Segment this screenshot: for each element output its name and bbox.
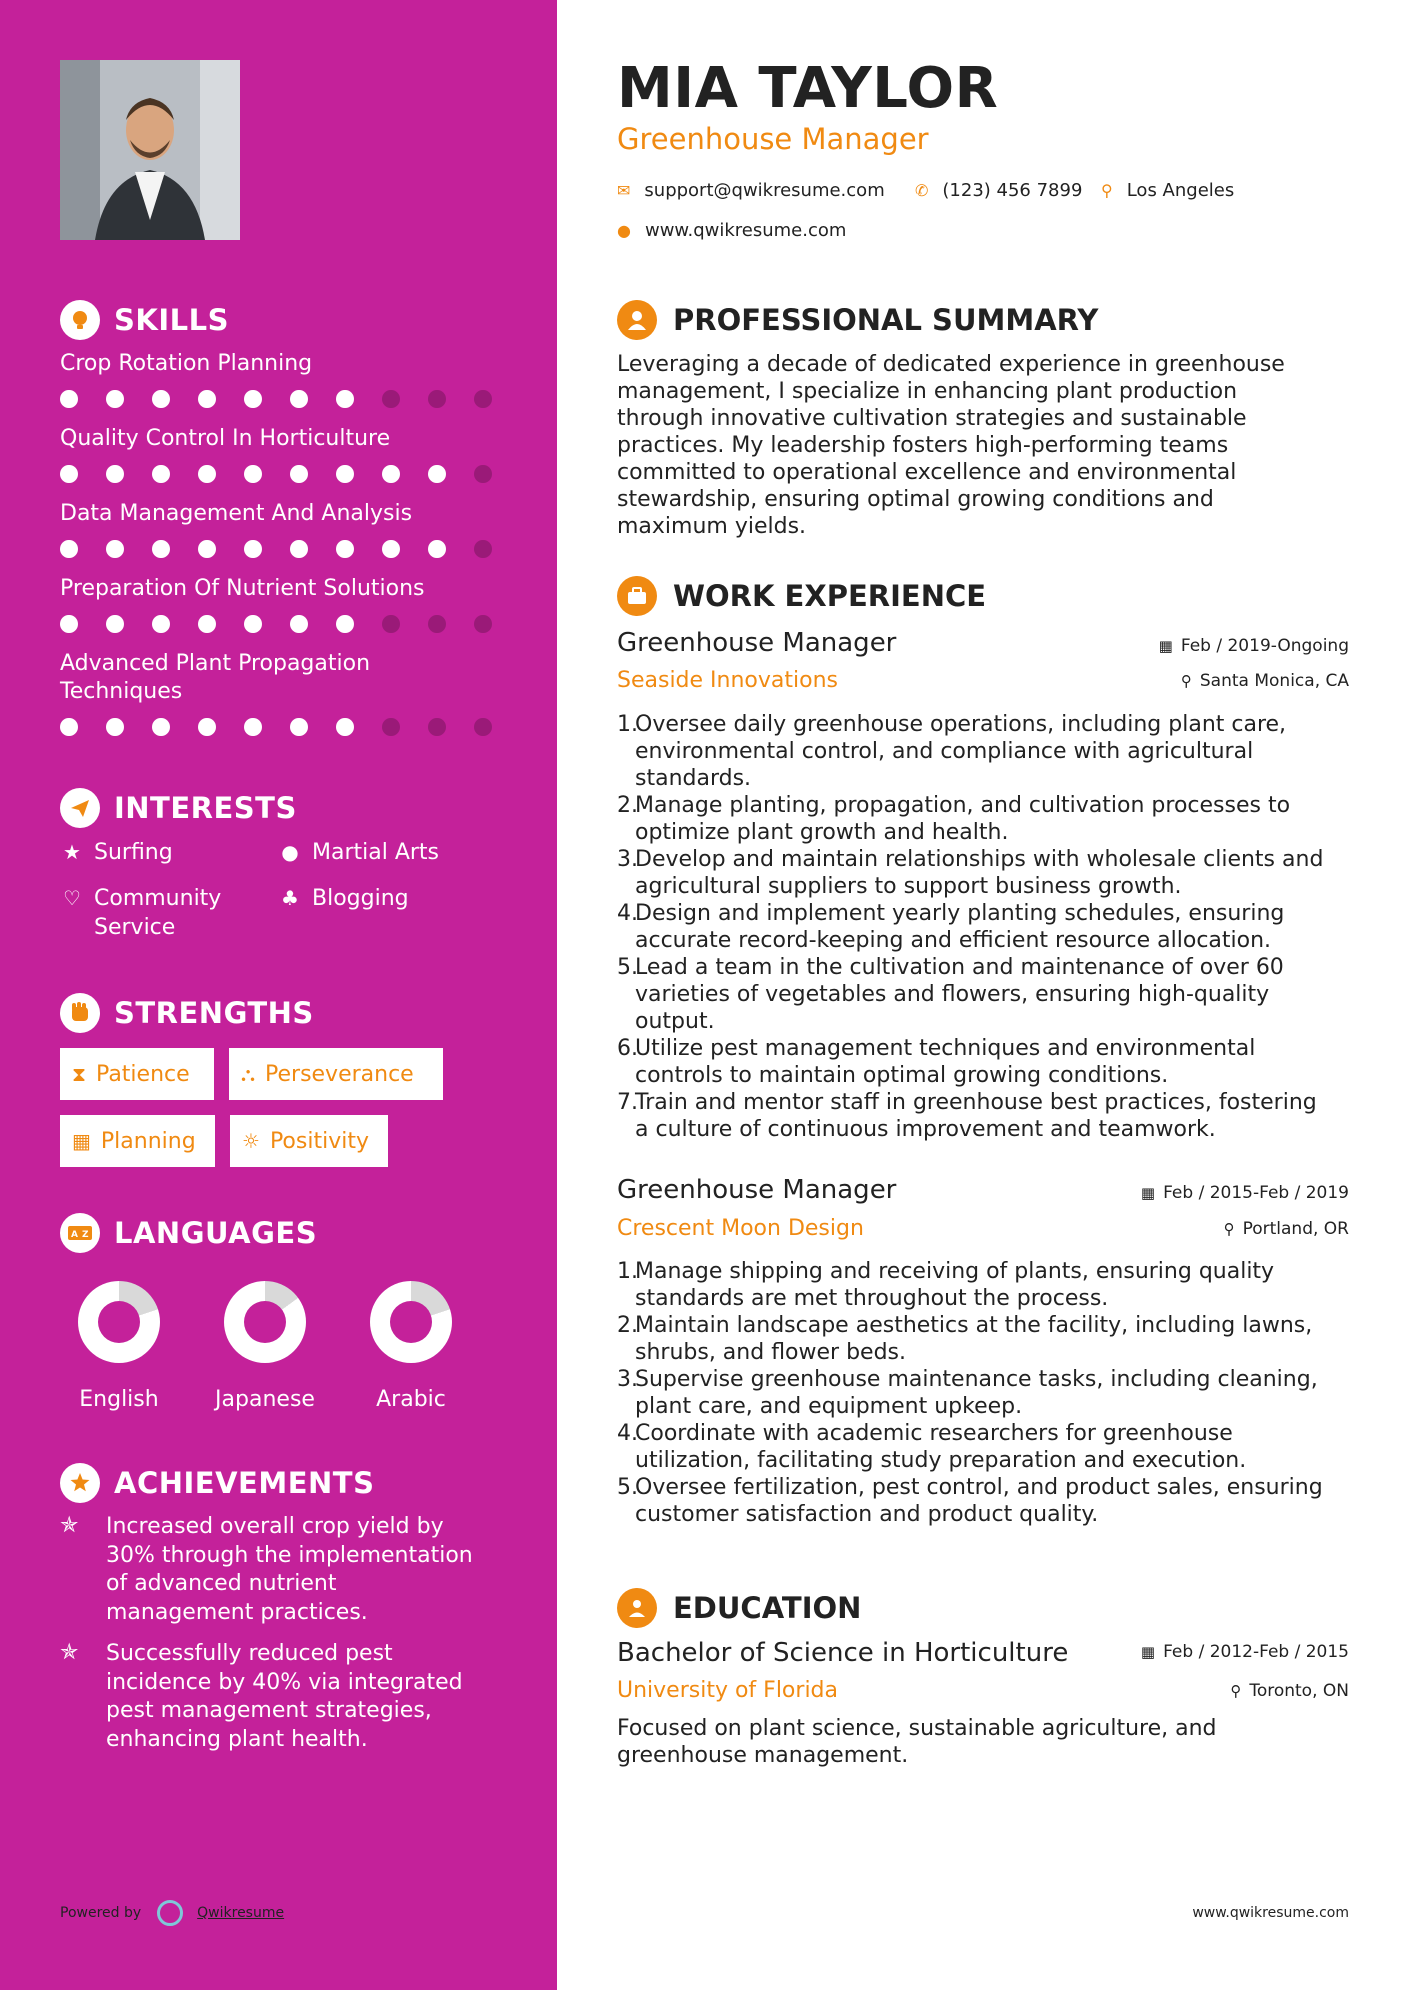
skill-dot [198,540,216,558]
pin-icon: ⚲ [1230,1682,1242,1700]
skill-dot [336,390,354,408]
star-badge-icon [60,1463,100,1503]
skill-dot [152,718,170,736]
phone-icon: ✆ [915,181,929,200]
skill-dot [106,465,124,483]
skill-dot [336,465,354,483]
skill-dot [152,540,170,558]
skill-dot [290,540,308,558]
skill-dot [244,540,262,558]
skill-dot [382,390,400,408]
skill-dot [106,390,124,408]
skill-rating [60,718,520,736]
sun-icon: ☼ [242,1129,260,1153]
summary-heading: PROFESSIONAL SUMMARY [617,300,1098,340]
skill-item: Advanced Plant Propagation Techniques [60,650,520,736]
language-level-ring [78,1281,160,1363]
skill-dot [428,390,446,408]
profile-photo [60,60,240,240]
interest-item: ★ Surfing [60,838,173,867]
languages-heading: A Z LANGUAGES [60,1213,317,1253]
skill-dot [474,615,492,633]
contact-phone[interactable]: ✆ (123) 456 7899 [915,180,1083,201]
strength-badge: ⧗ Patience [60,1048,214,1100]
skill-dot [60,465,78,483]
skill-dot [336,615,354,633]
briefcase-icon [617,576,657,616]
education-location: ⚲ Toronto, ON [1230,1681,1349,1701]
interest-item: ♣ Blogging [278,884,409,913]
job-company: Crescent Moon Design [617,1216,864,1241]
language-icon [60,1213,100,1253]
skill-dot [152,390,170,408]
pin-icon: ⚲ [1180,672,1192,690]
skill-dot [106,615,124,633]
list-item: 4. Design and implement yearly planting schedules, ensuring accurate record-keeping and efficient resource allocation. [617,901,1285,953]
job-title: Greenhouse Manager [617,628,897,658]
job-dates: ▦ Feb / 2015-Feb / 2019 [1140,1183,1349,1203]
school-name: University of Florida [617,1678,838,1703]
fist-icon [60,993,100,1033]
list-item: 3. Supervise greenhouse maintenance tasks, including cleaning, plant care, and equipment upkeep. [617,1367,1318,1419]
strength-badge: ▦ Planning [60,1115,215,1167]
map-pin-icon: ⚲ [1101,181,1113,200]
list-item: 2. Manage planting, propagation, and cultivation processes to optimize plant growth and health. [617,793,1291,845]
globe-icon: ● [617,221,631,240]
skill-rating [60,540,520,558]
list-item: 2. Maintain landscape aesthetics at the facility, including lawns, shrubs, and flower beds. [617,1313,1313,1365]
skill-dot [290,390,308,408]
contact-location: ⚲ Los Angeles [1101,180,1235,201]
skill-dot [198,465,216,483]
skill-rating [60,390,520,408]
achievement-item: ✯ Increased overall crop yield by 30% through the implementation of advanced nutrient management practices. [60,1513,500,1627]
job-location: ⚲ Santa Monica, CA [1180,671,1349,691]
skill-dot [428,615,446,633]
language-level-ring [370,1281,452,1363]
skills-heading: SKILLS [60,300,229,340]
road-icon: ⛬ [241,1062,255,1086]
job-dates: ▦ Feb / 2019-Ongoing [1158,636,1349,656]
skill-dot [60,615,78,633]
language-level-ring [224,1281,306,1363]
calendar-icon: ▦ [1140,1184,1156,1202]
skill-dot [198,390,216,408]
skill-item: Preparation Of Nutrient Solutions [60,575,520,633]
skill-item: Quality Control In Horticulture [60,425,520,483]
list-item: 5. Oversee fertilization, pest control, and product sales, ensuring customer satisfaction and product quality. [617,1475,1323,1527]
job-responsibilities [617,1258,1357,1528]
education-heading: EDUCATION [617,1588,861,1628]
list-item: 5. Lead a team in the cultivation and maintenance of over 60 varieties of vegetables and flowers, ensuring high-quality output. [617,955,1284,1034]
skill-dot [428,465,446,483]
skill-dot [152,615,170,633]
skill-dot [244,390,262,408]
job-title: Greenhouse Manager [617,1175,897,1205]
education-dates: ▦ Feb / 2012-Feb / 2015 [1140,1642,1349,1662]
skill-dot [382,465,400,483]
skill-item: Crop Rotation Planning [60,350,520,408]
experience-heading: WORK EXPERIENCE [617,576,986,616]
achievement-item: ✯ Successfully reduced pest incidence by 40% via integrated pest management strategies, enhancing plant health. [60,1640,500,1754]
skill-dot [290,465,308,483]
pin-icon: ⚲ [1223,1220,1235,1238]
trophy-star-icon: ✯ [60,1513,79,1538]
interests-heading: INTERESTS [60,788,297,828]
interest-item: ● Martial Arts [278,838,439,867]
list-item: 7. Train and mentor staff in greenhouse best practices, fostering a culture of continuous improvement and teamwork. [617,1090,1317,1142]
paper-plane-icon [60,788,100,828]
skill-rating [60,615,520,633]
language-item: English [54,1281,184,1412]
qwikresume-logo-icon [157,1900,183,1926]
skill-dot [474,390,492,408]
list-item: 4. Coordinate with academic researchers for greenhouse utilization, facilitating study preparation and execution. [617,1421,1247,1473]
achievements-heading: ACHIEVEMENTS [60,1463,374,1503]
svg-text:A: A [71,1230,79,1240]
list-item: 1. Oversee daily greenhouse operations, including plant care, environmental control, and compliance with agricultural standards. [617,712,1287,791]
language-item: Arabic [346,1281,476,1412]
globe-icon: ● [281,840,299,864]
user-icon [617,300,657,340]
heart-hands-icon: ♡ [63,886,81,910]
skill-dot [382,718,400,736]
list-item: 1. Manage shipping and receiving of plants, ensuring quality standards are met throughout the process. [617,1259,1275,1311]
candidate-name: MIA TAYLOR [617,56,999,121]
calendar-icon: ▦ [1158,637,1173,655]
skill-dot [198,615,216,633]
skill-dot [474,540,492,558]
skill-dot [290,718,308,736]
calendar-icon: ▦ [72,1129,91,1153]
footer-website[interactable]: www.qwikresume.com [1192,1905,1349,1921]
candidate-role: Greenhouse Manager [617,122,929,156]
skill-dot [106,718,124,736]
skill-item: Data Management And Analysis [60,500,520,558]
svg-text:Z: Z [82,1230,90,1240]
skill-dot [152,465,170,483]
skill-dot [106,540,124,558]
skill-dot [428,540,446,558]
envelope-icon: ✉ [617,181,631,200]
skill-dot [382,540,400,558]
calendar-icon: ▦ [1140,1643,1156,1661]
job-location: ⚲ Portland, OR [1223,1219,1349,1239]
education-description: Focused on plant science, sustainable agriculture, and greenhouse management. [617,1716,1217,1768]
degree-title: Bachelor of Science in Horticulture [617,1638,1069,1668]
skill-dot [428,718,446,736]
skill-dot [474,465,492,483]
powered-by: Powered by Qwikresume [60,1900,284,1926]
skill-dot [60,390,78,408]
list-item: 6. Utilize pest management techniques and environmental controls to maintain optimal growing conditions. [617,1036,1256,1088]
language-item: Japanese [200,1281,330,1412]
skill-dot [244,615,262,633]
summary-text: Leveraging a decade of dedicated experience in greenhouse management, I specialize in enhancing plant production through innovative cultivation strategies and sustainable practices. My leadership fosters high-performing teams committed to operational excellence and environmental stewardship, ensuring optimal growing conditions and maximum yields. [617,352,1285,539]
job-company: Seaside Innovations [617,668,838,693]
strength-badge: ⛬ Perseverance [229,1048,443,1100]
graduation-icon [617,1588,657,1628]
contact-website[interactable]: ● www.qwikresume.com [617,220,847,241]
skill-dot [336,540,354,558]
strength-badge: ☼ Positivity [230,1115,388,1167]
star-icon: ★ [63,840,81,864]
strengths-heading: STRENGTHS [60,993,314,1033]
skill-dot [60,718,78,736]
list-item: 3. Develop and maintain relationships with wholesale clients and agricultural suppliers to support business growth. [617,847,1324,899]
hourglass-icon: ⧗ [72,1062,87,1086]
sidebar [0,0,557,1990]
skill-dot [60,540,78,558]
qwikresume-link[interactable]: Qwikresume [197,1905,285,1921]
interest-item: ♡ Community Service [60,884,221,942]
job-responsibilities [617,711,1357,1143]
users-icon: ♣ [281,886,299,910]
skill-dot [336,718,354,736]
skill-dot [290,615,308,633]
trophy-star-icon: ✯ [60,1640,79,1665]
skill-dot [198,718,216,736]
main-content [557,0,1407,1990]
skill-dot [474,718,492,736]
skill-dot [244,465,262,483]
skill-rating [60,465,520,483]
lightbulb-icon [60,300,100,340]
skill-dot [244,718,262,736]
skill-dot [382,615,400,633]
contact-email[interactable]: ✉ support@qwikresume.com [617,180,885,201]
